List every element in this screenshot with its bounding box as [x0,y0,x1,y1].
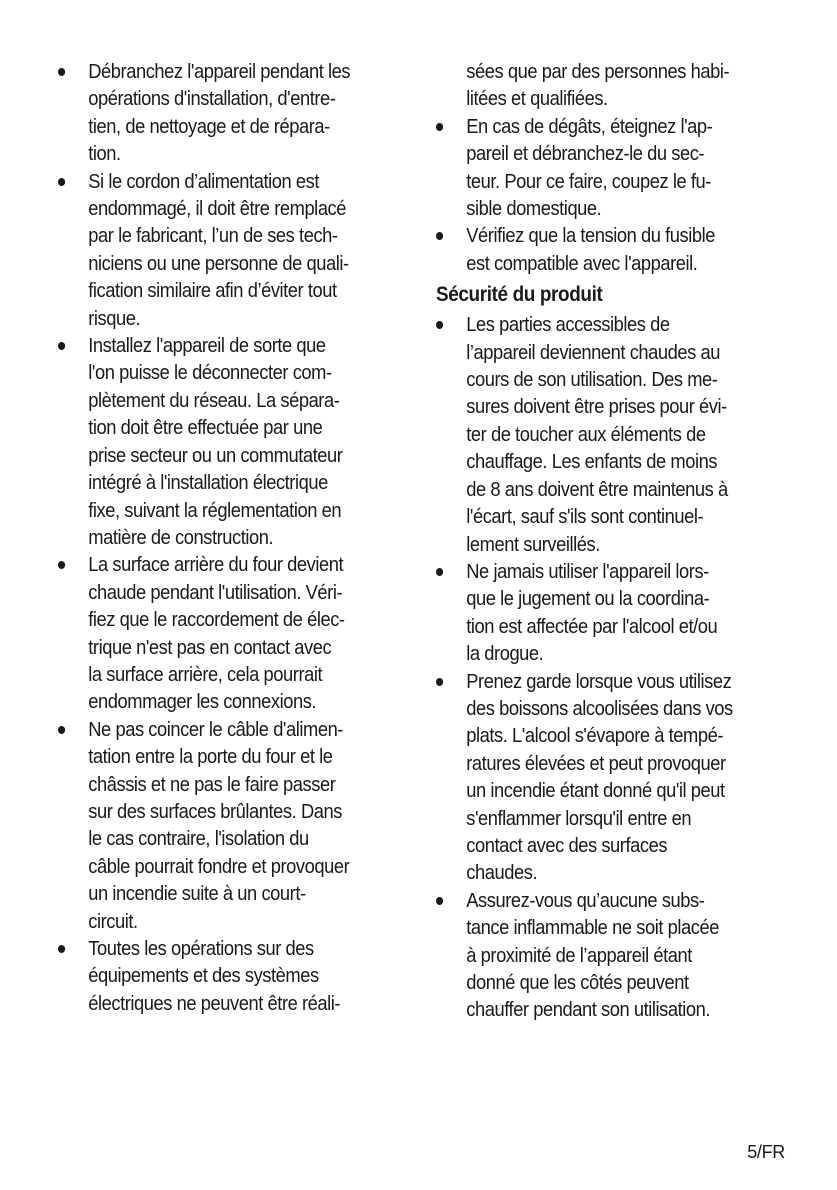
text-line: l'on puisse le déconnecter com- [88,361,332,385]
text-line: chaude pendant l'utilisation. Véri- [88,580,343,604]
text-line: sur des surfaces brûlantes. Dans [88,799,342,823]
text-line: La surface arrière du four devient [88,553,344,577]
text-line: chauffer pendant son utilisation. [466,998,711,1022]
list-item [58,716,437,935]
list-item [436,668,820,887]
list-item [436,558,820,668]
text-line: teur. Pour ce faire, coupez le fu- [466,169,711,193]
text-line: circuit. [88,909,138,933]
text-line: châssis et ne pas le faire passer [88,772,336,796]
left-column [58,58,408,1017]
text-line: tion. [88,142,121,166]
text-line: par le fabricant, l’un de ses tech- [88,224,338,248]
bullet-icon [58,726,65,734]
bullet-icon [436,123,443,131]
text-line: sures doivent être prises pour évi- [466,395,727,419]
text-line: l'écart, sauf s'ils sont continuel- [466,505,704,529]
text-line: Les parties accessibles de [466,313,670,337]
text-line: tance inflammable ne soit placée [466,916,719,940]
list-item [58,332,437,551]
text-line: fiez que le raccordement de élec- [88,608,345,632]
list-item [436,887,820,1024]
text-line: tation entre la porte du four et le [88,745,333,769]
text-line: Installez l'appareil de sorte que [88,334,326,358]
text-line: Vérifiez que la tension du fusible [466,224,716,248]
text-line: risque. [88,306,141,330]
continued-paragraph [436,58,820,113]
text-line: tion est affectée par l'alcool et/ou [466,614,718,638]
text-line: intégré à l'installation électrique [88,471,328,495]
text-line: de 8 ans doivent être maintenus à [466,477,728,501]
text-line: matière de construction. [88,525,274,549]
text-line: câble pourrait fondre et provoquer [88,854,350,878]
bullet-icon [58,342,65,350]
text-line: des boissons alcoolisées dans vos [466,696,733,720]
text-line: la drogue. [466,642,544,666]
text-line: trique n'est pas en contact avec [88,635,332,659]
text-line: fixe, suivant la réglementation en [88,498,342,522]
bullet-icon [436,232,443,240]
list-item [58,935,437,1017]
text-line: l’appareil deviennent chaudes au [466,340,721,364]
text-line: En cas de dégâts, éteignez l'ap- [466,114,713,138]
text-line: la surface arrière, cela pourrait [88,662,323,686]
text-line: niciens ou une personne de quali- [88,251,349,275]
text-line: à proximité de l’appareil étant [466,943,692,967]
text-line: Débranchez l'appareil pendant les [88,60,351,83]
text-line: cours de son utilisation. Des me- [466,368,718,392]
bullet-icon [58,68,65,76]
text-line: le cas contraire, l'isolation du [88,827,309,851]
right-column [436,58,791,1024]
list-item [58,168,437,332]
text-line: Ne jamais utiliser l'appareil lors- [466,559,709,583]
text-line: Toutes les opérations sur des [88,937,314,960]
text-line: équipements et des systèmes [88,964,319,988]
bullet-icon [436,897,443,905]
text-line: que le jugement ou la coordina- [466,587,710,611]
text-line: électriques ne peuvent être réali- [88,991,341,1015]
text-line: chaudes. [466,861,538,885]
right-bullet-list [436,113,791,277]
section-title: Sécurité du produit [436,283,603,307]
text-line: Assurez-vous qu’aucune subs- [466,888,705,912]
bullet-icon [436,678,443,686]
text-line: est compatible avec l'appareil. [466,251,698,275]
list-item [436,222,820,277]
bullet-icon [436,321,443,329]
text-line: endommager les connexions. [88,690,317,714]
text-line: tien, de nettoyage et de répara- [88,114,330,138]
text-line: s'enflammer lorsqu'il entre en [466,806,692,830]
page-number: 5/FR [747,1142,785,1162]
text-line: un incendie étant donné qu'il peut [466,779,725,803]
list-item [436,113,820,223]
text-line: prise secteur ou un commutateur [88,443,343,467]
text-line: opérations d'installation, d'entre- [88,87,336,111]
text-line: Ne pas coincer le câble d'alimen- [88,717,343,741]
section-bullet-list [436,311,791,1024]
text-line: endommagé, il doit être remplacé [88,197,347,221]
list-item [436,311,820,558]
text-line: lement surveillés. [466,532,600,556]
bullet-icon [58,561,65,569]
text-line: Si le cordon d’alimentation est [88,169,319,193]
bullet-icon [58,945,65,953]
bullet-icon [436,568,443,576]
text-line: Prenez garde lorsque vous utilisez [466,669,732,693]
text-line: sible domestique. [466,197,602,221]
text-line: ratures élevées et peut provoquer [466,751,726,775]
left-bullet-list [58,58,408,1017]
text-line: donné que les côtés peuvent [466,971,689,994]
text-line: pareil et débranchez-le du sec- [466,142,705,166]
text-line: chauffage. Les enfants de moins [466,450,718,474]
bullet-icon [58,178,65,186]
text-line: plats. L'alcool s'évapore à tempé- [466,724,724,748]
list-item [58,58,437,168]
text-line: sées que par des personnes habi- [466,60,730,83]
text-line: un incendie suite à un court- [88,882,306,906]
text-line: contact avec des surfaces [466,833,668,857]
list-item [58,551,437,715]
text-line: fication similaire afin d’éviter tout [88,279,337,303]
text-line: plètement du réseau. La sépara- [88,388,340,412]
text-line: ter de toucher aux éléments de [466,422,706,446]
text-line: litées et qualifiées. [466,87,608,111]
text-line: tion doit être effectuée par une [88,416,323,440]
